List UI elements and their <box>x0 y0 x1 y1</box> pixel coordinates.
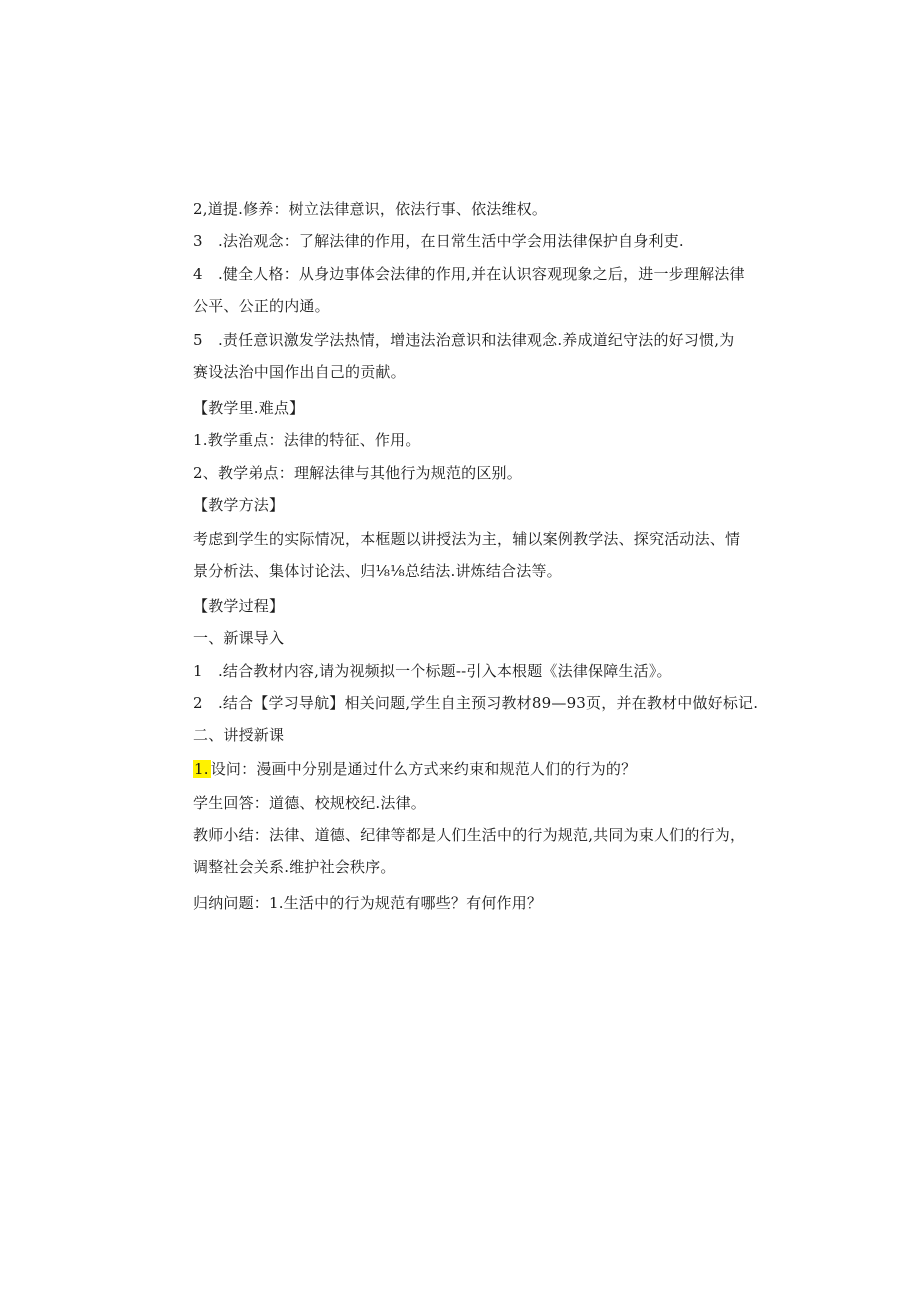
introduction-step-2: 2 .结合【学习导航】相关问题,学生自主预习教材89—93页，并在教材中做好标记. <box>193 694 759 712</box>
section-new-lesson: 二、讲授新课 <box>193 726 285 744</box>
student-answer: 学生回答：道德、校规校纪.法律。 <box>193 794 426 812</box>
teaching-methods-text: 考虑到学生的实际情况，本框题以讲授法为主，辅以案例教学法、探究活动法、情 <box>193 530 741 548</box>
difficult-point: 2、教学弟点：理解法律与其他行为规范的区别。 <box>193 464 522 482</box>
objective-sound-personality-cont: 公平、公正的内通。 <box>193 297 330 315</box>
teaching-methods-text-cont: 景分析法、集体讨论法、归⅛⅛总结法.讲炼结合法等。 <box>193 562 562 580</box>
section-introduction: 一、新课导入 <box>193 629 285 647</box>
objective-sound-personality: 4 .健全人格：从身边事体会法律的作用,并在认识容观现象之后，进一步理解法律 <box>193 265 745 283</box>
teacher-summary-cont: 调整社会关系.维护社会秩序。 <box>193 858 396 876</box>
objective-responsibility: 5 .责任意识激发学法热情，增违法治意识和法律观念.养成道纪守法的好习惯,为 <box>193 331 735 349</box>
introduction-step-1: 1 .结合教材内容,请为视频拟一个标题--引入本根题《法律保障生活》。 <box>193 662 672 680</box>
objective-responsibility-cont: 赛设法治中国作出自己的贡献。 <box>193 363 406 381</box>
heading-teaching-methods: 【教学方法】 <box>193 496 285 514</box>
question-line <box>193 759 636 779</box>
teacher-summary: 教师小结：法律、道德、纪律等都是人们生活中的行为规范,共同为束人们的行为， <box>193 826 746 844</box>
key-point: 1.教学重点：法律的特征、作用。 <box>193 431 421 449</box>
question-text: 设问：漫画中分别是通过什么方式来约束和规范人们的行为的？ <box>210 760 637 778</box>
heading-key-difficult-points: 【教学里.难点】 <box>193 399 305 417</box>
summary-question: 归纳问题：1.生活中的行为规范有哪些？有何作用？ <box>193 894 543 912</box>
objective-moral-cultivation: 2,道提.修养：树立法律意识，依法行事、依法维权。 <box>193 200 548 218</box>
objective-rule-of-law: 3 .法治观念：了解法律的作用，在日常生活中学会用法律保护自身利吏. <box>193 232 684 250</box>
highlighted-number: 1. <box>194 760 209 778</box>
heading-teaching-process: 【教学过程】 <box>193 597 285 615</box>
